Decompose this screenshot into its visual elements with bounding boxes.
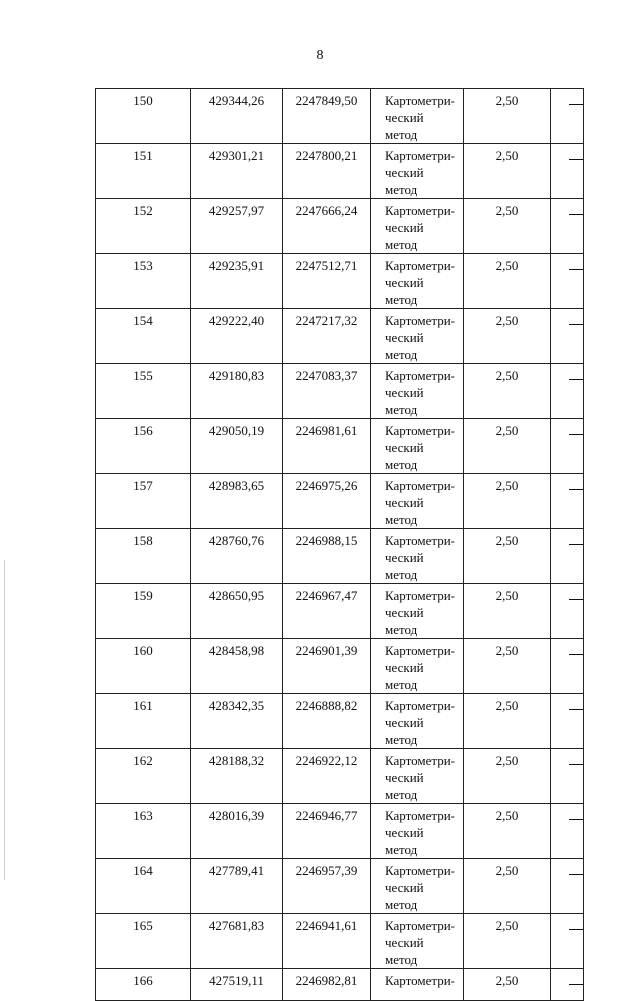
method-line-2: ческий метод [385, 605, 424, 637]
error-value: 2,50 [464, 419, 551, 474]
method-line-2: ческий метод [385, 275, 424, 307]
table-row [96, 969, 584, 1001]
dash-mark-icon [569, 709, 584, 710]
table-row [96, 419, 584, 474]
dash-cell [551, 474, 584, 529]
dash-mark-icon [569, 489, 584, 490]
dash-mark-icon [569, 159, 584, 160]
method-cell [371, 694, 464, 749]
table-row [96, 914, 584, 969]
dash-cell [551, 859, 584, 914]
coordinate-y: 2246888,82 [283, 694, 371, 749]
dash-cell [551, 529, 584, 584]
coordinate-y: 2246988,15 [283, 529, 371, 584]
coordinate-x: 429257,97 [191, 199, 283, 254]
coordinate-y: 2246967,47 [283, 584, 371, 639]
table-row [96, 804, 584, 859]
method-cell [371, 254, 464, 309]
coordinate-x: 429344,26 [191, 89, 283, 144]
method-line-1: Картометри- [385, 918, 455, 933]
error-value: 2,50 [464, 639, 551, 694]
coordinate-y: 2246982,81 [283, 969, 371, 1001]
method-cell [371, 914, 464, 969]
dash-mark-icon [569, 929, 584, 930]
coordinate-x: 429050,19 [191, 419, 283, 474]
table-body [96, 89, 584, 1001]
method-line-1: Картометри- [385, 643, 455, 658]
method-line-2: ческий метод [385, 770, 424, 802]
coordinate-y: 2246941,61 [283, 914, 371, 969]
error-value: 2,50 [464, 199, 551, 254]
method-cell [371, 309, 464, 364]
method-line-2: ческий метод [385, 660, 424, 692]
method-line-2: ческий метод [385, 935, 424, 967]
method-line-2: ческий метод [385, 330, 424, 362]
coordinate-x: 428760,76 [191, 529, 283, 584]
method-cell [371, 584, 464, 639]
method-line-1: Картометри- [385, 203, 455, 218]
point-number: 158 [96, 529, 191, 584]
coordinate-y: 2246981,61 [283, 419, 371, 474]
method-line-1: Картометри- [385, 588, 455, 603]
table-row [96, 694, 584, 749]
coordinate-x: 428342,35 [191, 694, 283, 749]
table-row [96, 199, 584, 254]
dash-cell [551, 749, 584, 804]
dash-mark-icon [569, 544, 584, 545]
point-number: 166 [96, 969, 191, 1001]
point-number: 153 [96, 254, 191, 309]
method-line-1: Картометри- [385, 313, 455, 328]
point-number: 156 [96, 419, 191, 474]
method-line-1: Картометри- [385, 368, 455, 383]
method-line-1: Картометри- [385, 148, 455, 163]
table-row [96, 749, 584, 804]
method-line-1: Картометри- [385, 863, 455, 878]
table-row [96, 639, 584, 694]
dash-cell [551, 144, 584, 199]
error-value: 2,50 [464, 584, 551, 639]
coordinate-y: 2247217,32 [283, 309, 371, 364]
table-row [96, 254, 584, 309]
table-row [96, 309, 584, 364]
method-line-2: ческий метод [385, 495, 424, 527]
coordinate-y: 2247083,37 [283, 364, 371, 419]
method-line-2: ческий метод [385, 165, 424, 197]
error-value: 2,50 [464, 309, 551, 364]
error-value: 2,50 [464, 804, 551, 859]
dash-mark-icon [569, 104, 584, 105]
point-number: 163 [96, 804, 191, 859]
method-cell [371, 639, 464, 694]
error-value: 2,50 [464, 914, 551, 969]
method-line-1: Картометри- [385, 258, 455, 273]
dash-mark-icon [569, 434, 584, 435]
method-line-2: ческий метод [385, 220, 424, 252]
method-cell [371, 529, 464, 584]
method-cell [371, 749, 464, 804]
error-value: 2,50 [464, 749, 551, 804]
table-row [96, 474, 584, 529]
method-line-1: Картометри- [385, 698, 455, 713]
dash-mark-icon [569, 599, 584, 600]
point-number: 155 [96, 364, 191, 419]
table-row [96, 584, 584, 639]
method-line-1: Картометри- [385, 973, 455, 988]
coordinate-y: 2247800,21 [283, 144, 371, 199]
dash-mark-icon [569, 269, 584, 270]
point-number: 152 [96, 199, 191, 254]
coordinate-x: 427519,11 [191, 969, 283, 1001]
dash-cell [551, 639, 584, 694]
coordinate-x: 427681,83 [191, 914, 283, 969]
dash-mark-icon [569, 324, 584, 325]
table-row [96, 89, 584, 144]
coordinate-y: 2247512,71 [283, 254, 371, 309]
coordinate-x: 428458,98 [191, 639, 283, 694]
coordinate-y: 2246957,39 [283, 859, 371, 914]
dash-cell [551, 199, 584, 254]
error-value: 2,50 [464, 969, 551, 1001]
dash-cell [551, 254, 584, 309]
method-cell [371, 474, 464, 529]
error-value: 2,50 [464, 859, 551, 914]
dash-mark-icon [569, 214, 584, 215]
dash-cell [551, 804, 584, 859]
coordinate-y: 2246946,77 [283, 804, 371, 859]
dash-cell [551, 89, 584, 144]
method-cell [371, 859, 464, 914]
dash-cell [551, 914, 584, 969]
point-number: 154 [96, 309, 191, 364]
method-line-1: Картометри- [385, 93, 455, 108]
point-number: 165 [96, 914, 191, 969]
method-line-1: Картометри- [385, 753, 455, 768]
dash-mark-icon [569, 764, 584, 765]
coordinate-x: 429235,91 [191, 254, 283, 309]
coordinate-y: 2246975,26 [283, 474, 371, 529]
point-number: 164 [96, 859, 191, 914]
page-number: 8 [316, 48, 324, 63]
method-line-2: ческий метод [385, 550, 424, 582]
error-value: 2,50 [464, 474, 551, 529]
coordinates-table [95, 88, 584, 1001]
coordinate-x: 428016,39 [191, 804, 283, 859]
method-line-2: ческий метод [385, 880, 424, 912]
coordinate-y: 2247666,24 [283, 199, 371, 254]
coordinate-x: 428650,95 [191, 584, 283, 639]
error-value: 2,50 [464, 364, 551, 419]
dash-cell [551, 584, 584, 639]
point-number: 161 [96, 694, 191, 749]
method-cell [371, 89, 464, 144]
method-line-2: ческий метод [385, 825, 424, 857]
method-line-2: ческий метод [385, 715, 424, 747]
method-cell [371, 804, 464, 859]
coordinate-y: 2246901,39 [283, 639, 371, 694]
dash-cell [551, 694, 584, 749]
point-number: 150 [96, 89, 191, 144]
method-cell [371, 199, 464, 254]
dash-mark-icon [569, 874, 584, 875]
dash-mark-icon [569, 379, 584, 380]
method-cell [371, 419, 464, 474]
table-row [96, 859, 584, 914]
coordinate-y: 2247849,50 [283, 89, 371, 144]
method-cell [371, 144, 464, 199]
error-value: 2,50 [464, 144, 551, 199]
table-row [96, 364, 584, 419]
method-line-2: ческий метод [385, 385, 424, 417]
dash-cell [551, 364, 584, 419]
method-line-1: Картометри- [385, 533, 455, 548]
coordinate-x: 428188,32 [191, 749, 283, 804]
dash-cell [551, 419, 584, 474]
coordinate-x: 427789,41 [191, 859, 283, 914]
table-row [96, 529, 584, 584]
method-line-1: Картометри- [385, 808, 455, 823]
error-value: 2,50 [464, 529, 551, 584]
coordinate-x: 429222,40 [191, 309, 283, 364]
error-value: 2,50 [464, 254, 551, 309]
dash-cell [551, 309, 584, 364]
table-row [96, 144, 584, 199]
method-cell [371, 969, 464, 1001]
point-number: 157 [96, 474, 191, 529]
method-cell [371, 364, 464, 419]
method-line-2: ческий метод [385, 110, 424, 142]
point-number: 162 [96, 749, 191, 804]
dash-cell [551, 969, 584, 1001]
point-number: 160 [96, 639, 191, 694]
method-line-1: Картометри- [385, 423, 455, 438]
error-value: 2,50 [464, 694, 551, 749]
coordinate-x: 429180,83 [191, 364, 283, 419]
scan-margin-line [4, 560, 5, 880]
method-line-1: Картометри- [385, 478, 455, 493]
method-line-2: ческий метод [385, 440, 424, 472]
coordinate-y: 2246922,12 [283, 749, 371, 804]
point-number: 151 [96, 144, 191, 199]
coordinate-x: 428983,65 [191, 474, 283, 529]
dash-mark-icon [569, 654, 584, 655]
coordinate-x: 429301,21 [191, 144, 283, 199]
error-value: 2,50 [464, 89, 551, 144]
point-number: 159 [96, 584, 191, 639]
dash-mark-icon [569, 984, 584, 985]
dash-mark-icon [569, 819, 584, 820]
